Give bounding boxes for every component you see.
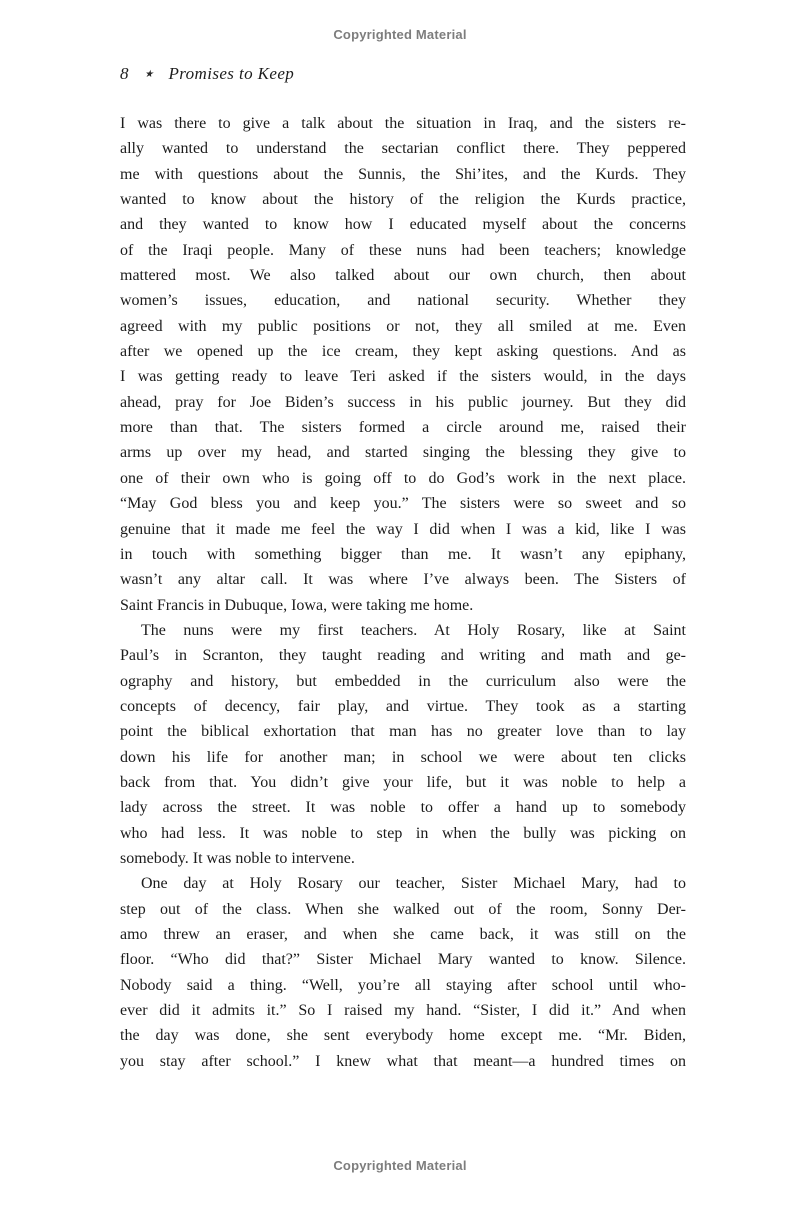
text-line: the day was done, she sent everybody home except me. “Mr. Biden, (120, 1027, 686, 1045)
text-line: point the biblical exhortation that man has no greater love than to lay (120, 723, 686, 741)
text-line: arms up over my head, and started singing the blessing they give to (120, 444, 686, 462)
text-line: after we opened up the ice cream, they kept asking questions. And as (120, 343, 686, 361)
text-line: concepts of decency, fair play, and virtue. They took as a starting (120, 697, 686, 715)
text-line: Nobody said a thing. “Well, you’re all staying after school until who- (120, 976, 686, 994)
text-line: somebody. It was noble to intervene. (120, 849, 355, 867)
text-line: and they wanted to know how I educated myself about the concerns (120, 216, 686, 234)
text-line: ahead, pray for Joe Biden’s success in his public journey. But they did (120, 393, 686, 411)
text-line: Paul’s in Scranton, they taught reading and writing and math and ge- (120, 647, 686, 665)
paragraph (120, 111, 686, 618)
text-line: genuine that it made me feel the way I did when I was a kid, like I was (120, 520, 686, 538)
text-line: of the Iraqi people. Many of these nuns had been teachers; knowledge (120, 241, 686, 259)
paragraph (120, 618, 686, 871)
copyright-notice-top: Copyrighted Material (333, 27, 467, 42)
page-header (120, 64, 294, 84)
book-title: Promises to Keep (168, 64, 295, 83)
text-line: I was there to give a talk about the situation in Iraq, and the sisters re- (120, 115, 686, 132)
copyright-notice-bottom: Copyrighted Material (333, 1158, 467, 1173)
text-line: One day at Holy Rosary our teacher, Sister Michael Mary, had to (141, 875, 686, 893)
text-line: women’s issues, education, and national security. Whether they (120, 292, 686, 310)
text-line: me with questions about the Sunnis, the Shi’ites, and the Kurds. They (120, 165, 686, 183)
text-line: ally wanted to understand the sectarian conflict there. They peppered (120, 140, 686, 158)
paragraph (120, 871, 686, 1074)
body-text (120, 111, 686, 1074)
text-line: you stay after school.” I knew what that meant—a hundred times on (120, 1052, 686, 1070)
text-line: who had less. It was noble to step in when the bully was picking on (120, 824, 686, 842)
text-line: floor. “Who did that?” Sister Michael Mary wanted to know. Silence. (120, 951, 686, 969)
text-line: one of their own who is going off to do God’s work in the next place. (120, 469, 686, 487)
text-line: amo threw an eraser, and when she came back, it was still on the (120, 926, 686, 943)
text-line: ever did it admits it.” So I raised my hand. “Sister, I did it.” And when (120, 1002, 686, 1020)
text-line: agreed with my public positions or not, they all smiled at me. Even (120, 317, 686, 335)
page-number: 8 (120, 64, 129, 83)
text-line: mattered most. We also talked about our own church, then about (120, 267, 686, 285)
text-line: wanted to know about the history of the religion the Kurds practice, (120, 191, 686, 209)
text-line: I was getting ready to leave Teri asked if the sisters would, in the days (120, 368, 686, 386)
text-line: down his life for another man; in school we were about ten clicks (120, 748, 686, 766)
text-line: more than that. The sisters formed a circle around me, raised their (120, 419, 686, 437)
text-line: Saint Francis in Dubuque, Iowa, were taking me home. (120, 596, 474, 614)
text-line: in touch with something bigger than me. It wasn’t any epiphany, (120, 545, 686, 563)
text-line: “May God bless you and keep you.” The sisters were so sweet and so (120, 495, 686, 513)
text-line: wasn’t any altar call. It was where I’ve always been. The Sisters of (120, 571, 686, 589)
text-line: back from that. You didn’t give your life, but it was noble to help a (120, 773, 686, 791)
text-line: The nuns were my first teachers. At Holy Rosary, like at Saint (141, 621, 686, 639)
text-line: step out of the class. When she walked out of the room, Sonny Der- (120, 900, 686, 918)
text-line: lady across the street. It was noble to offer a hand up to somebody (120, 799, 686, 817)
star-icon: ★ (143, 69, 155, 80)
text-line: ography and history, but embedded in the curriculum also were the (120, 672, 686, 690)
